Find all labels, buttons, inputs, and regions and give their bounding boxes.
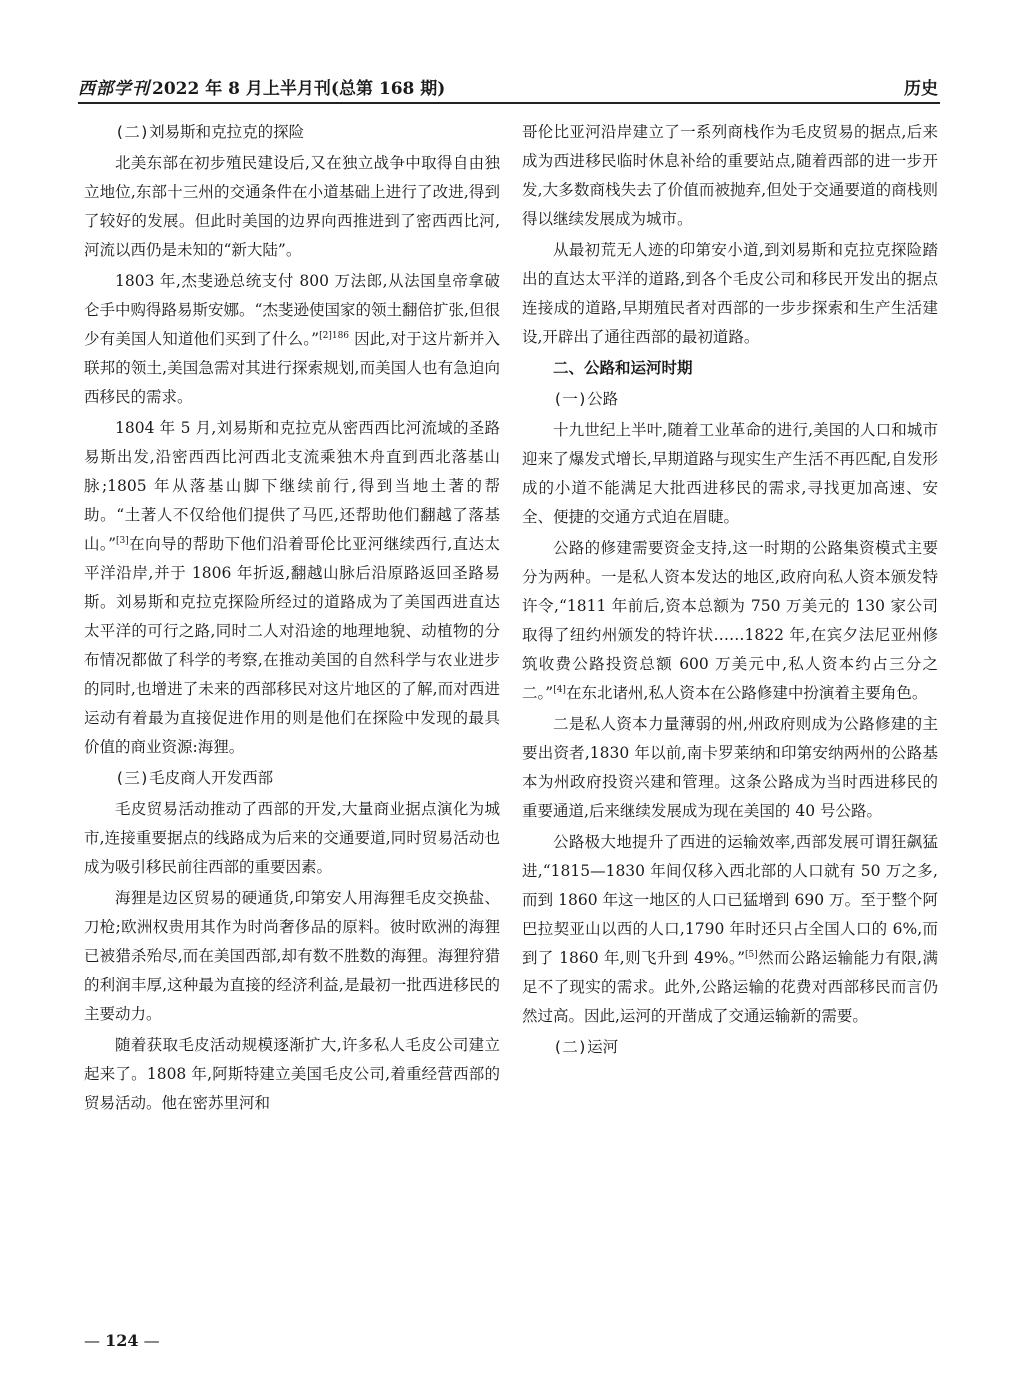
paragraph [84, 1031, 500, 1118]
citation-ref: [4] [553, 684, 566, 695]
paragraph-text: 随着获取毛皮活动规模逐渐扩大,许多私人毛皮公司建立起来了。1808 年,阿斯特建立美国毛皮公司,着重经营西部的贸易活动。他在密苏里河和 [84, 1036, 500, 1112]
journal-logo: 西部学刊 [78, 79, 150, 99]
paragraph [522, 534, 938, 708]
paragraph-text: 二是私人资本力量薄弱的州,州政府则成为公路修建的主要出资者,1830 年以前,南卡罗莱纳和印第安纳两州的公路基本为州政府投资兴建和管理。这条公路成为当时西进移民的重要通道,后来继续发展成为现在美国的 40 号公路。 [522, 715, 938, 820]
paragraph [522, 236, 938, 352]
paragraph-text: (二)运河 [553, 1038, 619, 1056]
paragraph-text: 从最初荒无人迹的印第安小道,到刘易斯和克拉克探险踏出的直达太平洋的道路,到各个毛皮公司和移民开发出的据点连接成的道路,早期殖民者对西部的一步步探索和生产生活建设,开辟出了通往西部的最初道路。 [522, 241, 938, 346]
paragraph-text: 北美东部在初步殖民建设后,又在独立战争中取得自由独立地位,东部十三州的交通条件在小道基础上进行了改进,得到了较好的发展。但此时美国的边界向西推进到了密西西比河,河流以西仍是未知的“新大陆”。 [84, 154, 500, 259]
subsection-heading [522, 1033, 938, 1062]
subsection-heading [84, 764, 500, 793]
right-column [522, 118, 938, 1062]
paragraph-text: 公路极大地提升了西进的运输效率,西部发展可谓狂飙猛进,“1815—1830 年间仅移入西北部的人口就有 50 万之多,而到 1860 年这一地区的人口已猛增到 690 万。至于整个阿巴拉契亚山以西的人口,1790 年时还只占全国人口的 6%,而到了 1860 年,则飞升到 49%。” [522, 833, 938, 967]
journal-issue [78, 74, 445, 99]
left-column [84, 118, 500, 1118]
paragraph [84, 267, 500, 412]
paragraph [522, 710, 938, 826]
paragraph-text: 十九世纪上半叶,随着工业革命的进行,美国的人口和城市迎来了爆发式增长,早期道路与现实生产生活不再匹配,自发形成的小道不能满足大批西进移民的需求,寻找更加高速、安全、便捷的交通方式迫在眉睫。 [522, 421, 938, 526]
running-header [78, 70, 940, 104]
citation-ref: [5] [745, 949, 758, 960]
paragraph-text: 因此,对于这片新并入联邦的领土,美国急需对其进行探索规划,而美国人也有急迫向西移民的需求。 [84, 330, 500, 406]
paragraph-continued [522, 118, 938, 234]
paragraph-text: 1803 年,杰斐逊总统支付 800 万法郎,从法国皇帝拿破仑手中购得路易斯安娜。“杰斐逊使国家的领土翻倍扩张,但很少有美国人知道他们买到了什么。” [84, 272, 500, 348]
paragraph-text: (一)公路 [553, 390, 619, 408]
citation-ref: [3] [116, 535, 129, 546]
paragraph-text: 1804 年 5 月,刘易斯和克拉克从密西西比河流域的圣路易斯出发,沿密西西比河西北支流乘独木舟直到西北落基山脉;1805 年从落基山脚下继续前行,得到当地土著的帮助。“土著人不仅给他们提供了马匹,还帮助他们翻越了落基山。” [84, 419, 500, 553]
paragraph-text: (三)毛皮商人开发西部 [115, 769, 274, 787]
page-number: 124 [105, 1331, 139, 1350]
paragraph [84, 884, 500, 1029]
paragraph-text: 海狸是边区贸易的硬通货,印第安人用海狸毛皮交换盐、刀枪;欧洲权贵用其作为时尚奢侈品的原料。彼时欧洲的海狸已被猎杀殆尽,而在美国西部,却有数不胜数的海狸。海狸狩猎的利润丰厚,这种最为直接的经济利益,是最初一批西进移民的主要动力。 [84, 889, 500, 1023]
section-heading [522, 354, 938, 383]
paragraph [84, 414, 500, 762]
paragraph-text: 二、公路和运河时期 [553, 359, 693, 377]
paragraph-text: 然而公路运输能力有限,满足不了现实的需求。此外,公路运输的花费对西部移民而言仍然过高。因此,运河的开凿成了交通运输新的需要。 [522, 949, 938, 1025]
page-footer: — 124 — [84, 1331, 160, 1350]
paragraph [522, 828, 938, 1031]
paragraph [84, 795, 500, 882]
paragraph-text: 在向导的帮助下他们沿着哥伦比亚河继续西行,直达太平洋沿岸,并于 1806 年折返,翻越山脉后沿原路返回圣路易斯。刘易斯和克拉克探险所经过的道路成为了美国西进直达太平洋的可行之路,同时二人对沿途的地理地貌、动植物的分布情况都做了科学的考察,在推动美国的自然科学与农业进步的同时,也增进了未来的西部移民对这片地区的了解,而对西进运动有着最为直接促进作用的则是他们在探险中发现的最具价值的商业资源:海狸。 [84, 535, 500, 756]
citation-ref: [2]186 [319, 330, 350, 341]
issue-label: 2022 年 8 月上半月刊(总第 168 期) [152, 79, 446, 99]
paragraph [522, 416, 938, 532]
subsection-heading [522, 385, 938, 414]
paragraph-text: (二)刘易斯和克拉克的探险 [115, 123, 305, 141]
paragraph-text: 哥伦比亚河沿岸建立了一系列商栈作为毛皮贸易的据点,后来成为西进移民临时休息补给的重要站点,随着西部的进一步开发,大多数商栈失去了价值而被抛弃,但处于交通要道的商栈则得以继续发展成为城市。 [522, 123, 938, 228]
paragraph-text: 在东北诸州,私人资本在公路修建中扮演着主要角色。 [565, 684, 928, 702]
paragraph-text: 毛皮贸易活动推动了西部的开发,大量商业据点演化为城市,连接重要据点的线路成为后来的交通要道,同时贸易活动也成为吸引移民前往西部的重要因素。 [84, 800, 500, 876]
paragraph-text: 公路的修建需要资金支持,这一时期的公路集资模式主要分为两种。一是私人资本发达的地区,政府向私人资本颁发特许令,“1811 年前后,资本总额为 750 万美元的 130 家公司取得了纽约州颁发的特许状……1822 年,在宾夕法尼亚州修筑收费公路投资总额 600 万美元中,私人资本约占三分之二。” [522, 539, 938, 702]
paragraph [84, 149, 500, 265]
section-label: 历史 [904, 79, 938, 99]
subsection-heading [84, 118, 500, 147]
